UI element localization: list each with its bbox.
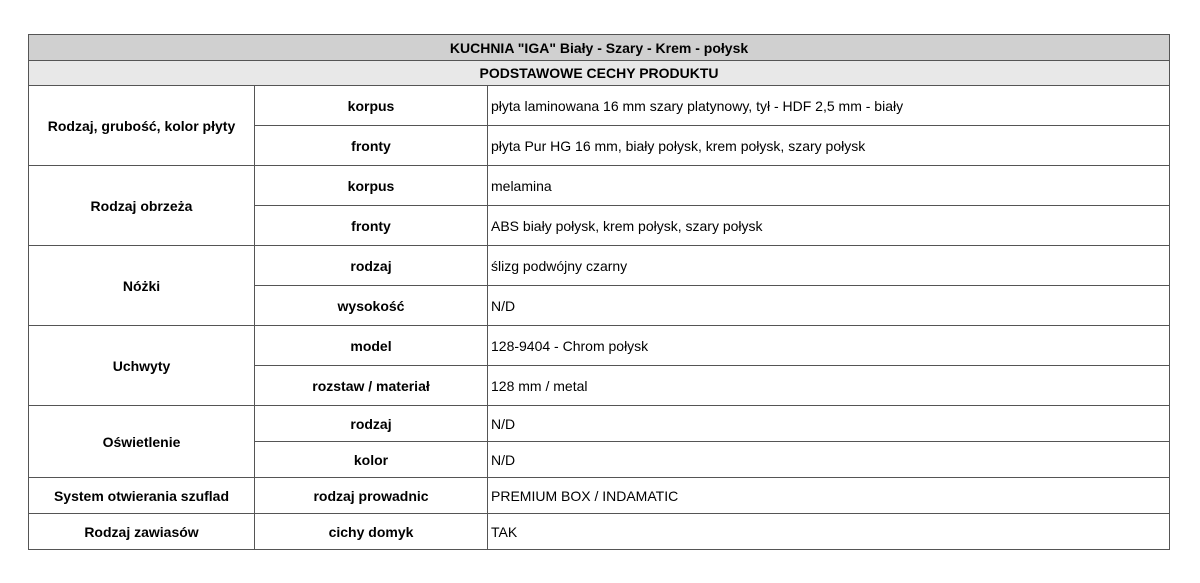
title-row	[29, 35, 1170, 61]
table-row	[29, 478, 1170, 514]
property-value: płyta Pur HG 16 mm, biały połysk, krem połysk, szary połysk	[488, 126, 1170, 166]
property-value: ABS biały połysk, krem połysk, szary połysk	[488, 206, 1170, 246]
group-label: System otwierania szuflad	[29, 478, 255, 514]
table-row	[29, 514, 1170, 550]
table-row	[29, 326, 1170, 366]
group-label: Rodzaj zawiasów	[29, 514, 255, 550]
subtitle-row	[29, 61, 1170, 86]
property-name: rodzaj	[255, 246, 488, 286]
property-name: fronty	[255, 126, 488, 166]
property-value: PREMIUM BOX / INDAMATIC	[488, 478, 1170, 514]
property-name: rodzaj	[255, 406, 488, 442]
table-row	[29, 166, 1170, 206]
property-value: N/D	[488, 286, 1170, 326]
property-value: płyta laminowana 16 mm szary platynowy, tył - HDF 2,5 mm - biały	[488, 86, 1170, 126]
property-value: ślizg podwójny czarny	[488, 246, 1170, 286]
table-row	[29, 406, 1170, 442]
property-name: korpus	[255, 166, 488, 206]
property-value: N/D	[488, 442, 1170, 478]
property-value: TAK	[488, 514, 1170, 550]
section-subtitle: PODSTAWOWE CECHY PRODUKTU	[29, 61, 1170, 86]
property-name: kolor	[255, 442, 488, 478]
property-value: 128 mm / metal	[488, 366, 1170, 406]
property-name: fronty	[255, 206, 488, 246]
property-name: model	[255, 326, 488, 366]
product-spec-table	[28, 34, 1170, 550]
group-label: Rodzaj, grubość, kolor płyty	[29, 86, 255, 166]
property-value: N/D	[488, 406, 1170, 442]
table-row	[29, 86, 1170, 126]
group-label: Oświetlenie	[29, 406, 255, 478]
property-name: cichy domyk	[255, 514, 488, 550]
property-value: melamina	[488, 166, 1170, 206]
property-name: rodzaj prowadnic	[255, 478, 488, 514]
product-title: KUCHNIA "IGA" Biały - Szary - Krem - połysk	[29, 35, 1170, 61]
property-name: wysokość	[255, 286, 488, 326]
group-label: Nóżki	[29, 246, 255, 326]
table-row	[29, 246, 1170, 286]
property-name: korpus	[255, 86, 488, 126]
group-label: Rodzaj obrzeża	[29, 166, 255, 246]
property-value: 128-9404 - Chrom połysk	[488, 326, 1170, 366]
group-label: Uchwyty	[29, 326, 255, 406]
property-name: rozstaw / materiał	[255, 366, 488, 406]
